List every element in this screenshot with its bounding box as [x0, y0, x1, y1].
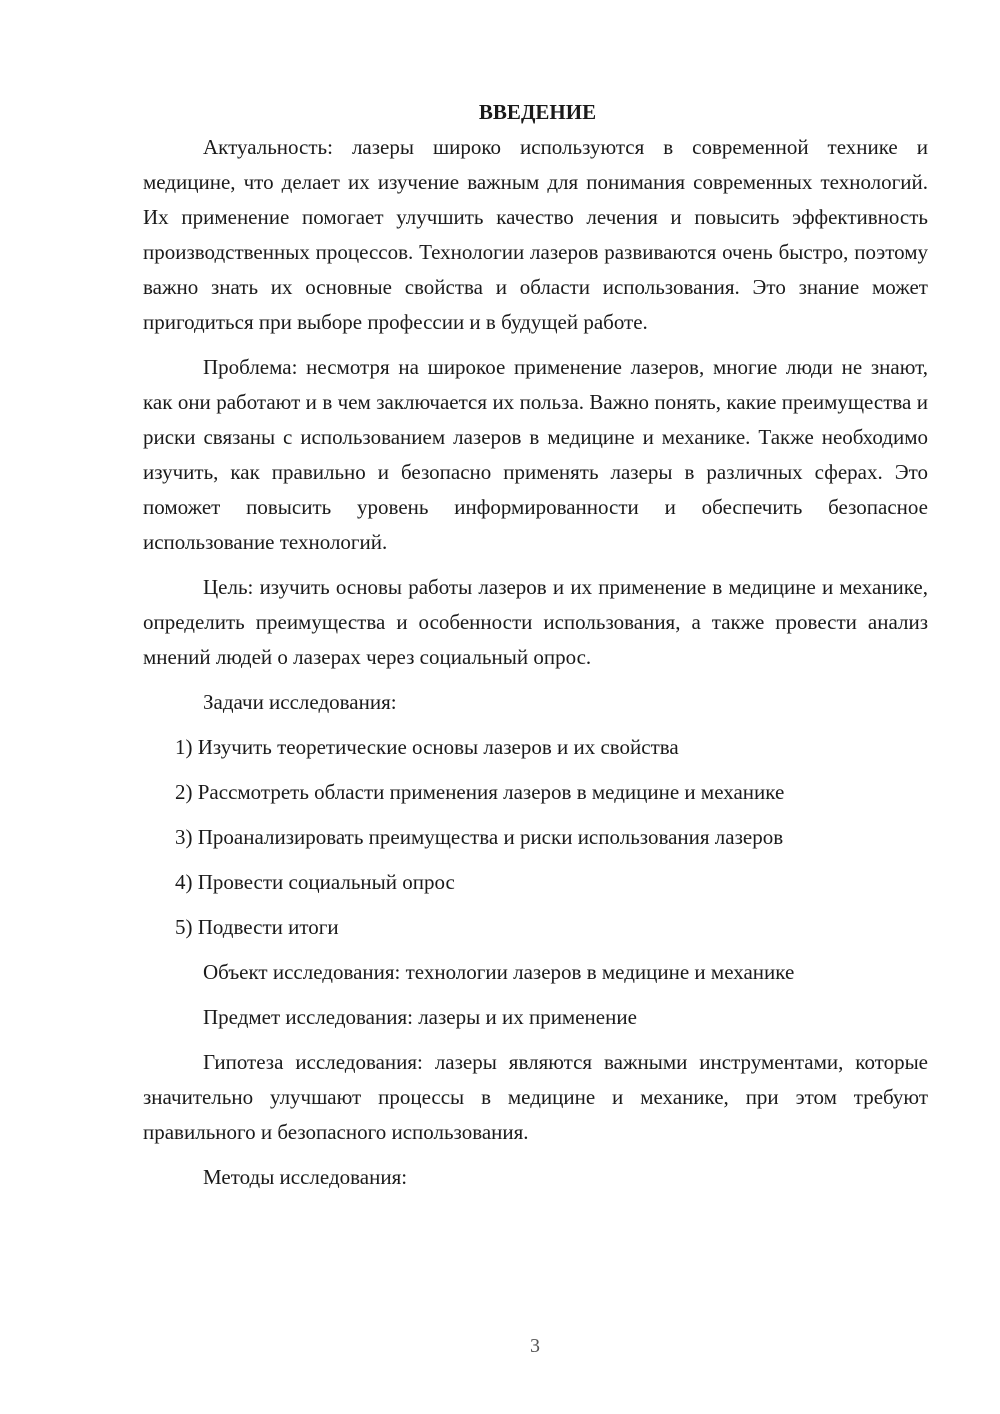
- page-number: 3: [530, 1335, 540, 1357]
- methods-heading: Методы исследования:: [203, 1165, 408, 1189]
- paragraph-goal: Цель: изучить основы работы лазеров и их применение в медицине и механике, определить преимущества и особенности использования, а также провести анализ мнений людей о лазерах через социальный опрос.: [143, 575, 928, 669]
- tasks-list: [143, 730, 928, 945]
- page-content: [143, 95, 928, 1195]
- tasks-heading: Задачи исследования:: [203, 690, 397, 714]
- paragraph-relevance: Актуальность: лазеры широко используются в современной технике и медицине, что делает их изучение важным для понимания современных технологий. Их применение помогает улучшить качество лечения и повысить эффективность производственных процессов. Технологии лазеров развиваются очень быстро, поэтому важно знать их основные свойства и области использования. Это знание может пригодиться при выборе профессии и в будущей работе.: [143, 135, 928, 334]
- paragraph-problem: Проблема: несмотря на широкое применение лазеров, многие люди не знают, как они работают и в чем заключается их польза. Важно понять, какие преимущества и риски связаны с использованием лазеров в медицине и механике. Также необходимо изучить, как правильно и безопасно применять лазеры в различных сферах. Это поможет повысить уровень информированности и обеспечить безопасное использование технологий.: [143, 355, 928, 554]
- research-hypothesis: Гипотеза исследования: лазеры являются важными инструментами, которые значительно улучшают процессы в медицине и механике, при этом требуют правильного и безопасного использования.: [143, 1050, 928, 1144]
- task-item-3: 3) Проанализировать преимущества и риски использования лазеров: [175, 825, 784, 849]
- page-title: ВВЕДЕНИЕ: [478, 100, 597, 124]
- research-object: Объект исследования: технологии лазеров в медицине и механике: [203, 960, 795, 984]
- task-item-4: 4) Провести социальный опрос: [175, 870, 455, 894]
- task-item-2: 2) Рассмотреть области применения лазеров в медицине и механике: [175, 780, 785, 804]
- task-item-1: 1) Изучить теоретические основы лазеров и их свойства: [175, 735, 679, 759]
- task-item-5: 5) Подвести итоги: [175, 915, 339, 939]
- research-subject: Предмет исследования: лазеры и их применение: [203, 1005, 637, 1029]
